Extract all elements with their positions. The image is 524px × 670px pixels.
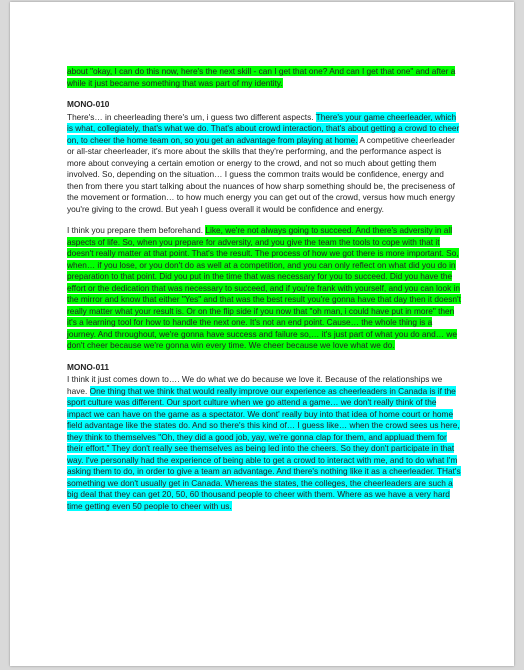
text-run: There's… in cheerleading there's um, i guess two different aspects.	[67, 111, 316, 122]
highlight-green: Like, we're not always going to succeed. And there's adversity in all aspects of life. So, when you prepare for adversity, and you give the team the tools to cope with that it doesn't really matter at that point. That's the result. The process of how we got there is more important. So, when… if you lose, or you don't do as well at a competition, and you can only reflect on what did you do in preparation to that point. Did you put in the time that was necessary for you to succeed. Did you have the effort or the dedication that was necessary to succeed, and if you're frank with yourself, and you can look in the mirror and know that either "Yes" and that was the best result you're gonna have that day then it doesn't really matter what your result is. Or on the flip side if you now that "oh man, i could have put in more" then it's a learning tool for how to handle the next one. It's not an end point. Cause… the whole thing is a journey. And throughout, we're gonna have success and failure so,… it's just part of what you do and… we don't cheer because we're gonna win every time. We cheer because we love what we do.	[67, 225, 461, 350]
paragraph-mono-010-a	[67, 112, 462, 216]
section-heading-mono-011: MONO-011	[67, 361, 109, 372]
text-run: I think you prepare them beforehand.	[67, 225, 206, 235]
document-page	[10, 2, 514, 666]
section-heading-mono-010: MONO-010	[67, 99, 110, 109]
paragraph-intro-continued	[67, 66, 462, 89]
highlight-cyan: There's your game cheerleader, which is what, collegiately, that's what we do. That's about crowd interaction, that's about getting a crowd to cheer on, to cheer the home team on, so you get an advantage from playing at home.	[67, 111, 460, 145]
text-run: A competitive cheerleader or all-star cheerleader, it's more about the skills that they're performing, and the performance aspect is more about conveying a certain emotion or energy to the crowd, and not so much about getting them involved. So, depending on the situation… I guess the common traits would be confidence, energy and then from there you start talking about the nuances of how sharp something should be, the preciseness of the movement or formation… to how much energy you can get out of the crowd, versus how much energy you're giving to the crowd. But yeah I guess overall it would be confidence and energy.	[67, 134, 455, 214]
text-run: I think it just comes down to…. We do what we do because we love it. Because of the relationships we have.	[67, 374, 443, 396]
highlight-green: about "okay, I can do this now, here's the next skill - can I get that one? And can I get that one" and after a while it just became something that was part of my identity.	[67, 66, 456, 88]
paragraph-mono-011	[67, 374, 462, 512]
paragraph-mono-010-b	[67, 225, 462, 352]
highlight-cyan: One thing that we think that would really improve our experience as cheerleaders in Canada is if the sport culture was different. Our sport culture when we go attend a game… we don't really think of the impact we can have on the game as a spectator. We dont' really buy into that idea of home court or home field advantage like the states do. And so there's this kind of… I guess like… when the crowd sees us here, they think to themselves "Oh, they did a good job, yay, we're gonna clap for them, and appluad them for their effort." They don't really see themselves as being led into the cheers. So they don't participate in that way. I've personally had the experience of being able to get a crowd to interact with me, and to do what I'm asking them to do, in order to give a team an advantage. And there's nothing like it as a cheerleader. THat's something we don't usually get in Canada. Whereas the states, the colleges, the cheerleaders are such a big deal that they can get 20, 50, 60 thousand people to cheer with them. Where as we have a very hard time getting even 50 people to cheer with us.	[67, 385, 461, 511]
document-body	[67, 66, 462, 522]
